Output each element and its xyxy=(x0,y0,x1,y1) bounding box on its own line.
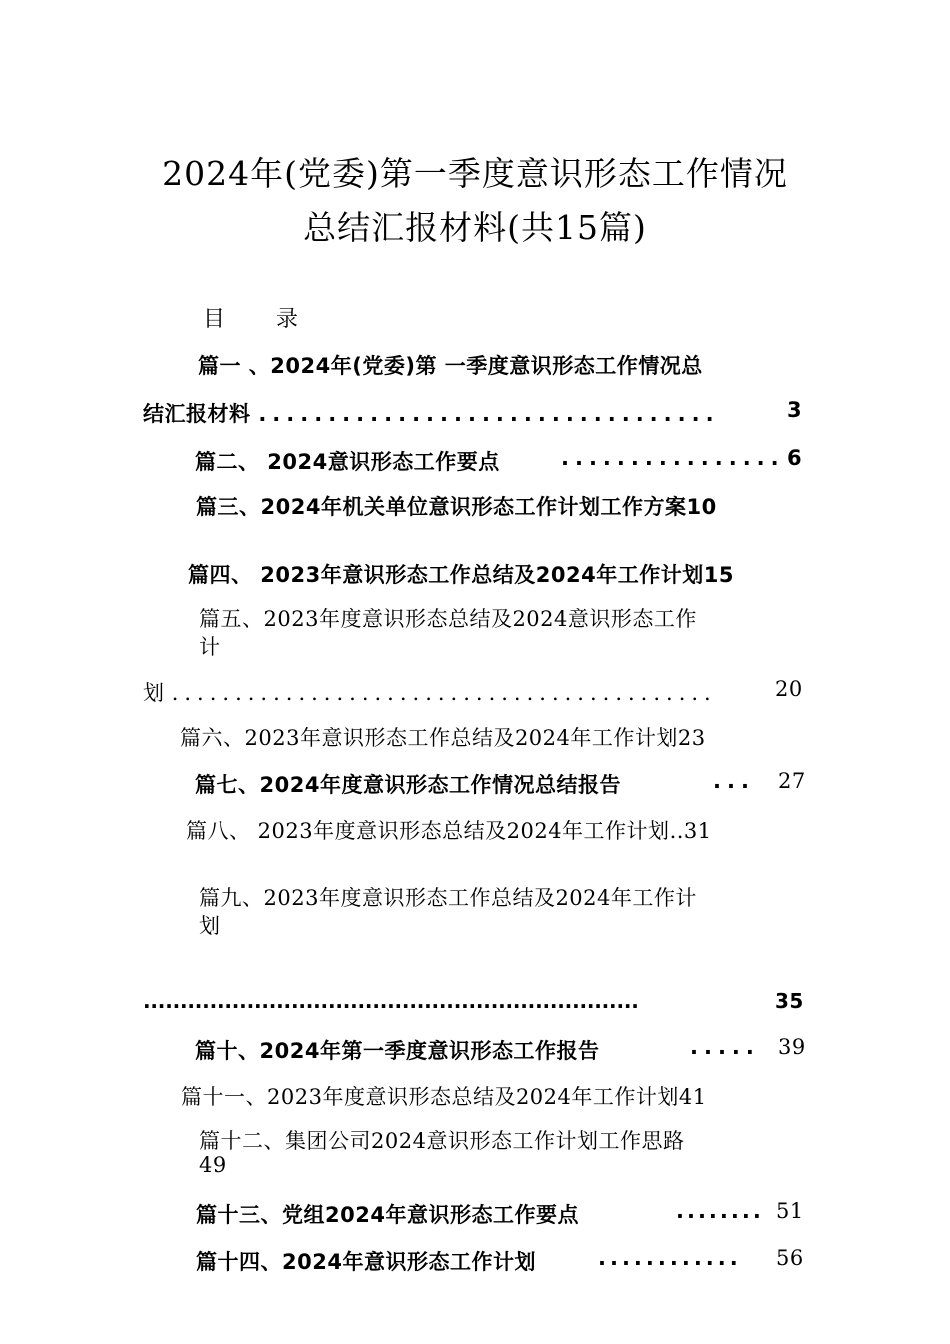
document-title-line2: 总结汇报材料(共15篇) xyxy=(303,208,647,247)
toc-entry-9-page: 35 xyxy=(775,989,804,1013)
toc-entry-14-page: 56 xyxy=(776,1246,804,1270)
toc-entry-7-label: 篇七、2024年度意识形态工作情况总结报告 xyxy=(195,773,621,797)
toc-entry-13[interactable] xyxy=(196,1199,579,1229)
toc-entry-12-page: 49 xyxy=(199,1153,227,1177)
toc-entry-2-label: 篇二、 2024意识形态工作要点 xyxy=(195,450,500,474)
toc-entry-13-label: 篇十三、党组2024年意识形态工作要点 xyxy=(196,1203,579,1227)
toc-entry-2[interactable] xyxy=(195,446,500,476)
toc-entry-1-line2[interactable] xyxy=(143,398,720,428)
toc-entry-12[interactable]: 篇十二、集团公司2024意识形态工作计划工作思路 xyxy=(199,1129,685,1153)
toc-entry-7-page: 27 xyxy=(778,769,806,793)
toc-entry-7[interactable] xyxy=(195,769,621,799)
toc-entry-9-dots: ................................................................... xyxy=(143,989,639,1013)
toc-entry-2-page: 6 xyxy=(787,446,803,470)
toc-heading: 目 录 xyxy=(203,307,320,332)
toc-entry-10-page: 39 xyxy=(778,1035,806,1059)
toc-entry-9-line1b[interactable]: 划 xyxy=(199,914,221,938)
toc-entry-14-label: 篇十四、2024年意识形态工作计划 xyxy=(196,1250,536,1274)
toc-entry-4-page: 15 xyxy=(703,563,734,587)
toc-entry-3[interactable] xyxy=(196,491,717,521)
toc-entry-11[interactable] xyxy=(181,1081,707,1111)
toc-entry-7-dots: ... xyxy=(713,769,755,793)
toc-entry-3-label: 篇三、2024年机关单位意识形态工作计划工作方案 xyxy=(196,495,687,519)
toc-entry-1-dots: ................................. xyxy=(258,402,720,426)
toc-entry-11-page: 41 xyxy=(678,1085,707,1109)
toc-entry-4-label: 篇四、 2023年意识形态工作总结及2024年工作计划 xyxy=(188,563,704,587)
toc-entry-14-dots: ............ xyxy=(598,1246,742,1270)
toc-entry-10-dots: ..... xyxy=(690,1035,760,1059)
toc-entry-5-page: 20 xyxy=(775,677,803,701)
toc-entry-5-line1b[interactable]: 计 xyxy=(199,635,221,659)
toc-entry-5-line1[interactable]: 篇五、2023年度意识形态总结及2024意识形态工作 xyxy=(199,607,697,631)
toc-entry-6-label: 篇六、2023年意识形态工作总结及2024年工作计划 xyxy=(180,726,678,750)
toc-entry-6-page: 23 xyxy=(677,726,706,750)
toc-entry-5-label: 划 xyxy=(143,681,165,705)
toc-entry-8-page: 31 xyxy=(683,819,712,843)
toc-entry-8-label: 篇八、 2023年度意识形态总结及2024年工作计划 xyxy=(186,819,670,843)
toc-entry-10[interactable] xyxy=(195,1035,599,1065)
toc-entry-3-page: 10 xyxy=(686,495,717,519)
toc-entry-4[interactable] xyxy=(188,559,734,589)
toc-entry-10-label: 篇十、2024年第一季度意识形态工作报告 xyxy=(195,1039,600,1063)
toc-entry-8-dots: .. xyxy=(669,819,684,843)
toc-entry-5-dots: ........................................... xyxy=(171,681,717,705)
toc-entry-13-page: 51 xyxy=(776,1199,804,1223)
toc-entry-2-dots: ................ xyxy=(561,446,785,470)
toc-entry-8[interactable] xyxy=(186,815,712,845)
toc-entry-1-label: 结汇报材料 xyxy=(143,402,251,426)
toc-entry-11-label: 篇十一、2023年度意识形态总结及2024年工作计划 xyxy=(181,1085,679,1109)
toc-entry-6[interactable] xyxy=(180,722,706,752)
toc-entry-1-page: 3 xyxy=(787,398,803,422)
toc-entry-13-dots: ........ xyxy=(676,1199,764,1223)
toc-entry-5-line2[interactable] xyxy=(143,677,717,707)
toc-entry-1-line1[interactable]: 篇一 、2024年(党委)第 一季度意识形态工作情况总 xyxy=(198,354,703,378)
toc-entry-9-line1[interactable]: 篇九、2023年度意识形态工作总结及2024年工作计 xyxy=(199,886,697,910)
document-title-line1: 2024年(党委)第一季度意识形态工作情况 xyxy=(162,154,788,193)
toc-entry-14[interactable] xyxy=(196,1246,536,1276)
